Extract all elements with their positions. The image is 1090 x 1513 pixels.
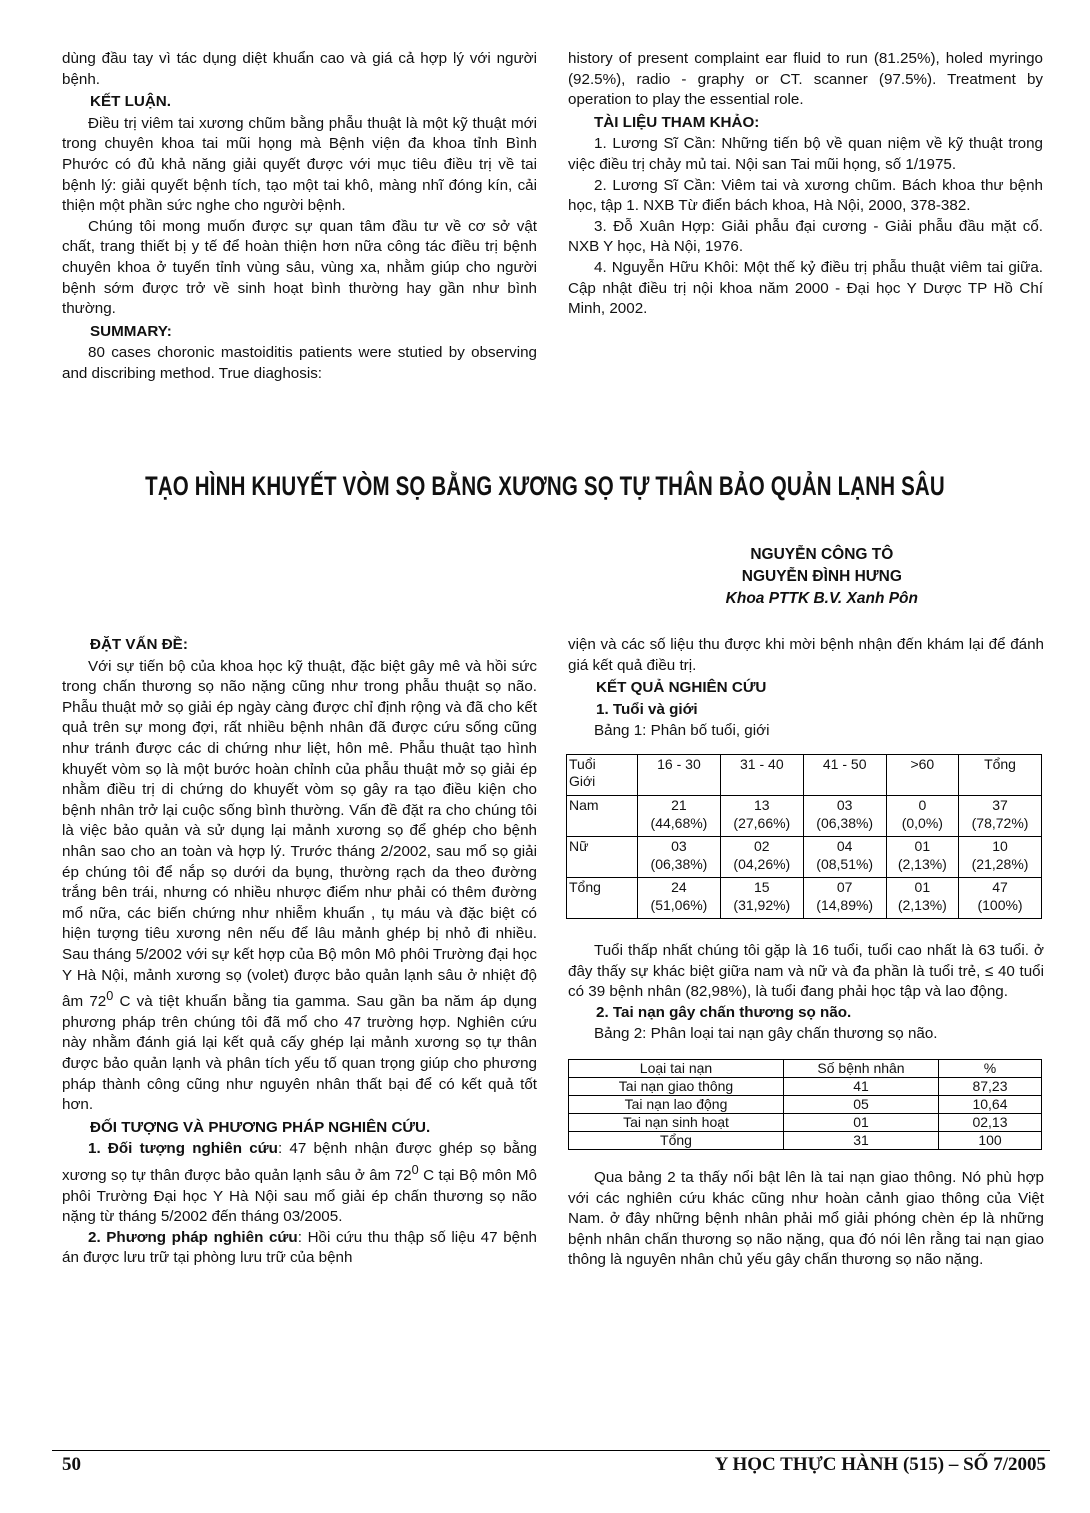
table-header-cell: 41 - 50 (803, 754, 886, 795)
paragraph: Điều trị viêm tai xương chũm bằng phẫu thuật là một kỹ thuật mới trong chuyên khoa tai mũi họng mà Bệnh viện đa khoa tỉnh Bình Phước có đủ khả năng giải quyết được với mục tiêu điều trị về tai bệnh lý: giải quyết bệnh tích, tạo một tai khô, màng nhĩ đóng kín, cải thiện một phần sức nghe cho người bệnh. (62, 114, 537, 215)
table-header-cell: Tổng (959, 754, 1042, 795)
percent: (08,51%) (816, 855, 874, 872)
table-cell: 87,23 (939, 1077, 1042, 1095)
section-heading-references: TÀI LIỆU THAM KHẢO: (594, 113, 760, 131)
section-heading-intro: ĐẶT VẤN ĐỀ: (90, 636, 188, 653)
author-name: NGUYỄN CÔNG TÔ (750, 546, 894, 563)
table-cell (886, 877, 958, 918)
superscript: 0 (106, 989, 114, 1004)
table-header-cell (567, 754, 638, 795)
table-cell: 01 (784, 1113, 939, 1131)
count: 07 (836, 878, 853, 895)
table-cell (720, 877, 803, 918)
table-row (569, 1077, 1042, 1095)
author-name: NGUYỄN ĐÌNH HƯNG (741, 568, 902, 585)
table-cell (720, 836, 803, 877)
count: 21 (671, 796, 687, 813)
count: 0 (918, 796, 927, 813)
journal-footer: Y HỌC THỰC HÀNH (515) – SỐ 7/2005 (714, 1454, 1046, 1475)
table-caption: Bảng 1: Phân bố tuổi, giới (594, 722, 770, 740)
text: C tại Bộ môn Mô phôi Trường Đại học Y Hà Nội sau mổ giải ép chấn thương sọ não nặng từ tháng 5/2002 đến tháng 03/2005. (62, 1166, 537, 1226)
table-cell (803, 836, 886, 877)
paragraph (62, 657, 537, 1116)
percent: (21,28%) (971, 855, 1029, 872)
percent: (2,13%) (897, 896, 947, 913)
header-text (569, 756, 635, 790)
percent: (14,89%) (816, 896, 874, 913)
paragraph: Chúng tôi mong muốn được sự quan tâm đầu tư về cơ sở vật chất, trang thiết bị y tế để hoàn thiện hơn nữa công tác điều trị bệnh chuyên khoa ở tuyến tỉnh vùng sâu, vùng xa, nhằm giúp cho người bệnh sớm được trở về sinh hoạt bình thường hay gần như bình thường. (62, 217, 537, 318)
paragraph: 80 cases choronic mastoiditis patients were stutied by observing and discribing method. True diaghosis: (62, 344, 537, 382)
section-heading-summary: SUMMARY: (90, 322, 172, 340)
article-title: TẠO HÌNH KHUYẾT VÒM SỌ BẰNG XƯƠNG SỌ TỰ THÂN BẢO QUẢN LẠNH SÂU (145, 471, 945, 501)
count: 02 (754, 837, 770, 854)
subsection-heading-age-sex: 1. Tuổi và giới (596, 700, 698, 718)
table-caption: Bảng 2: Phân loại tai nạn gây chấn thương sọ não. (594, 1025, 938, 1043)
section-heading-results: KẾT QUẢ NGHIÊN CỨU (596, 679, 767, 697)
paragraph (62, 1228, 537, 1269)
table-cell (803, 795, 886, 836)
count: 03 (836, 796, 853, 813)
percent: (2,13%) (897, 855, 947, 872)
table-cell (638, 877, 721, 918)
table-cell (803, 877, 886, 918)
count: 04 (836, 837, 853, 854)
text: : Hồi cứu thu thập số liệu 47 bệnh án được lưu trữ tại phòng lưu trữ của bệnh (62, 1228, 537, 1267)
table-cell (959, 836, 1042, 877)
header-line: Giới (569, 772, 596, 789)
table-row (569, 1113, 1042, 1131)
table-cell: 05 (784, 1095, 939, 1113)
table-header-cell: 31 - 40 (720, 754, 803, 795)
table-cell: Tổng (569, 1131, 784, 1149)
text: C và tiệt khuẩn bằng tia gamma. Sau gần ba năm áp dụng phương pháp trên chúng tôi đã mổ cho 47 trường hợp. Nghiên cứu này nhằm đánh giá lại kết quả cấy ghép lại mảnh xương sọ tự thân được bảo quản lạnh và phân tích yếu tố quan trọng giúp cho phương pháp thành công cũng như nguyên nhân thất bại để có kết quả tốt hơn. (62, 993, 537, 1114)
count: 10 (992, 837, 1008, 854)
percent: (78,72%) (971, 814, 1029, 831)
author-affiliation: Khoa PTTK B.V. Xanh Pôn (725, 590, 918, 607)
row-label: Tổng (567, 877, 638, 918)
prev-article-col1 (62, 49, 537, 385)
percent: (27,66%) (733, 814, 791, 831)
paragraph: Qua bảng 2 ta thấy nổi bật lên là tai nạn giao thông. Nó phù hợp với các nghiên cứu khác cũng như hoàn cảnh giao thông của Việt Nam. ở đây những bệnh nhân phải mổ giải phóng chèn ép là những bệnh nhân chấn thương sọ não nặng, qua đó nói lên rằng tai nạn giao thông là nguyên nhân chủ yếu gây chấn thương sọ não nặng. (568, 1168, 1044, 1269)
table-cell (720, 795, 803, 836)
superscript: 0 (411, 1162, 419, 1177)
count: 01 (914, 837, 931, 854)
count: 03 (671, 837, 687, 854)
header-line: Tuổi (569, 755, 596, 772)
table-cell (959, 795, 1042, 836)
text: : 47 bệnh nhận được ghép sọ bằng xương sọ tự thân được bảo quản lạnh sâu ở âm 72 (62, 1140, 537, 1184)
table-cell: 02,13 (939, 1113, 1042, 1131)
table-cell: 41 (784, 1077, 939, 1095)
reference-item: 3. Đỗ Xuân Hợp: Giải phẫu đại cương - Giải phẫu đầu mặt cổ. NXB Y học, Hà Nội, 1976. (568, 217, 1043, 256)
table-header-cell: % (939, 1059, 1042, 1077)
count: 47 (992, 878, 1008, 895)
table-cell: Tai nạn sinh hoạt (569, 1113, 784, 1131)
table-row (567, 877, 1042, 918)
paragraph: dùng đầu tay vì tác dụng diệt khuẩn cao và giá cả hợp lý với người bệnh. (62, 50, 537, 88)
subsection-label: 1. Đối tượng nghiên cứu (88, 1140, 278, 1158)
prev-article-col2 (568, 49, 1043, 320)
count: 24 (671, 878, 687, 895)
table-row (569, 1131, 1042, 1149)
table-header-cell: Số bệnh nhân (784, 1059, 939, 1077)
table-header-cell: 16 - 30 (638, 754, 721, 795)
percent: (06,38%) (816, 814, 874, 831)
table-cell (638, 795, 721, 836)
percent: (31,92%) (733, 896, 791, 913)
table-row (569, 1095, 1042, 1113)
percent: (04,26%) (733, 855, 791, 872)
count: 37 (992, 796, 1008, 813)
row-label: Nữ (567, 836, 638, 877)
table-cell: 100 (939, 1131, 1042, 1149)
paragraph: history of present complaint ear fluid to run (81.25%), holed myringo (92.5%), radio - graphy or CT. scanner (97.5%). Treatment by operation to play the essential role. (568, 50, 1043, 109)
percent: (0,0%) (901, 814, 943, 831)
row-label: Nam (567, 795, 638, 836)
table-accident-type (568, 1059, 1042, 1150)
count: 13 (754, 796, 770, 813)
paragraph: Tuổi thấp nhất chúng tôi gặp là 16 tuổi, tuổi cao nhất là 63 tuổi. ở đây thấy sự khác biệt giữa nam và nữ và đa phần là tuổi trẻ, ≤ 40 tuổi có 39 bệnh nhân (82,98%), là tuổi đang phải học tập và lao động. (568, 941, 1044, 1001)
table-cell (638, 836, 721, 877)
table-cell (959, 877, 1042, 918)
article-col2 (568, 635, 1044, 1271)
percent: (100%) (977, 896, 1023, 913)
table-header-row (567, 754, 1042, 795)
table-cell: 31 (784, 1131, 939, 1149)
table-cell (886, 836, 958, 877)
table-age-sex (566, 754, 1042, 919)
table-cell: Tai nạn lao động (569, 1095, 784, 1113)
author-block (726, 544, 918, 610)
table-row (567, 836, 1042, 877)
count: 01 (914, 878, 931, 895)
reference-item: 2. Lương Sĩ Cần: Viêm tai và xương chũm. Bách khoa thư bệnh học, tập 1. NXB Từ điển bách khoa, Hà Nội, 2000, 378-382. (568, 176, 1043, 215)
subsection-label: 2. Phương pháp nghiên cứu (88, 1228, 298, 1246)
percent: (06,38%) (650, 855, 708, 872)
percent: (44,68%) (650, 814, 708, 831)
footer-rule (52, 1450, 1050, 1451)
percent: (51,06%) (650, 896, 708, 913)
table-cell: Tai nạn giao thông (569, 1077, 784, 1095)
table-cell (886, 795, 958, 836)
reference-item: 1. Lương Sĩ Cần: Những tiến bộ về quan niệm về kỹ thuật trong việc điều trị chảy mủ tai. Nội san Tai mũi họng, số 1/1975. (568, 135, 1043, 173)
paragraph (62, 1139, 537, 1227)
table-header-row (569, 1059, 1042, 1077)
paragraph: viện và các số liệu thu được khi mời bệnh nhận đến khám lại để đánh giá kết quả điều trị. (568, 636, 1044, 674)
page-number: 50 (62, 1454, 81, 1475)
article-col1 (62, 633, 537, 1269)
table-header-cell: Loại tai nạn (569, 1059, 784, 1077)
section-heading-conclusion: KẾT LUẬN. (90, 93, 171, 111)
table-cell: 10,64 (939, 1095, 1042, 1113)
table-header-cell: >60 (886, 754, 958, 795)
table-row (567, 795, 1042, 836)
reference-item: 4. Nguyễn Hữu Khôi: Một thế kỷ điều trị phẫu thuật viêm tai giữa. Cập nhật điều trị nội khoa năm 2000 - Đại học Y Dược TP Hồ Chí Minh, 2002. (568, 258, 1043, 318)
subsection-heading-accident: 2. Tai nạn gây chấn thương sọ não. (596, 1003, 852, 1021)
text: Với sự tiến bộ của khoa học kỹ thuật, đặc biệt gây mê và hồi sức trong chấn thương sọ não nặng cũng như trong phẫu thuật sọ não. Phẫu thuật mở sọ giải ép ngày càng được chỉ định rộng và đã cho kết quả trên sự mong đợi, rất nhiều bệnh nhân đã được cứu sống cũng như tránh được các di chứng như liệt, hôn mê. Phẫu thuật tạo hình khuyết vòm sọ là một bước hoàn chỉnh của phẫu thuật mở sọ giải ép nhằm điều trị di chứng do khuyết vòm sọ gây ra tạo điều kiện cho bệnh nhân trở lại cuộc sống bình thường. Vấn đề đặt ra cho chúng tôi là việc bảo quản và sử dụng lại mảnh xương sọ để ghép cho bệnh nhân sao cho an toàn và hợp lý. Trước tháng 2/2002, sau mổ sọ giải ép chúng tôi để nắp sọ dưới da bụng, thường rạch da theo đường trắng bên trái, nhưng có nhiều nhược điểm như phải có thêm đường mổ nữa, các biến chứng như nhiễm khuẩn , tụ máu và đặc biệt có hiện tượng tiêu xương nên nếu để lâu mảnh ghép bị nhỏ đi nhiều. Sau tháng 5/2002 với sự kết hợp của Bộ môn Mô phôi Trường đại học Y Hà Nội, mảnh xương sọ (volet) được bảo quản lạnh sâu ở nhiệt độ âm 72 (62, 657, 537, 1011)
section-heading-methods: ĐỐI TƯỢNG VÀ PHƯƠNG PHÁP NGHIÊN CỨU. (90, 1118, 431, 1136)
count: 15 (754, 878, 770, 895)
